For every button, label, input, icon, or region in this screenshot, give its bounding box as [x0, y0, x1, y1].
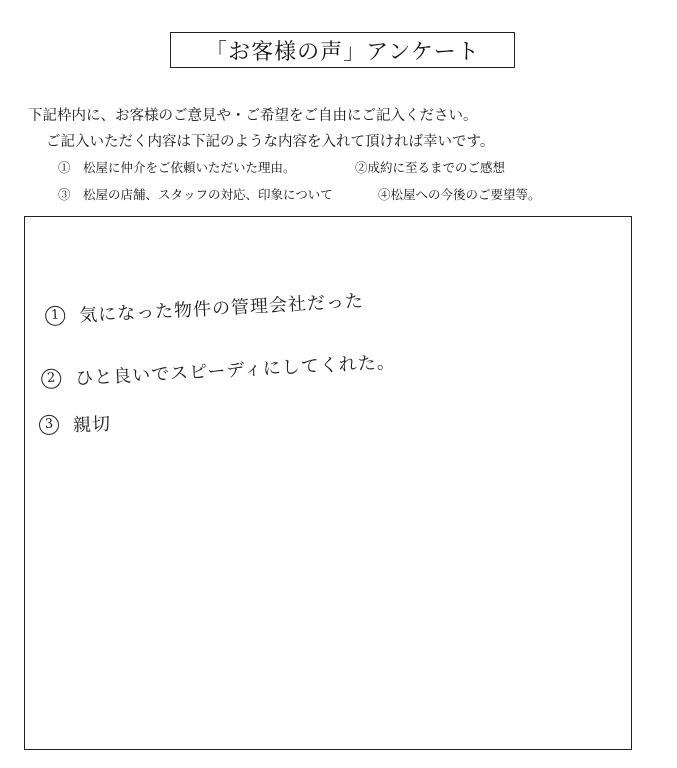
answer-number-2: 2 — [41, 368, 62, 389]
prompt-item-1: ① 松屋に仲介をご依頼いただいた理由。 — [58, 160, 296, 175]
answer-number-1: 1 — [45, 305, 66, 326]
handwritten-answer-2 — [41, 348, 397, 393]
handwritten-answer-3 — [39, 410, 112, 438]
answer-box — [24, 216, 632, 750]
intro-line-1: 下記枠内に、お客様のご意見や・ご希望をご自由にご記入ください。 — [28, 108, 478, 124]
answer-text-2: ひと良いでスピーディにしてくれた。 — [74, 351, 397, 390]
handwritten-answer-1 — [45, 287, 365, 330]
prompt-item-3: ③ 松屋の店舗、スタッフの対応、印象について — [58, 187, 333, 202]
prompt-item-4: ④松屋への今後のご要望等。 — [378, 187, 541, 202]
intro-line-2: ご記入いただく内容は下記のような内容を入れて頂ければ幸いです。 — [46, 134, 495, 150]
survey-title: 「お客様の声」アンケート — [170, 32, 515, 68]
prompt-item-2: ②成約に至るまでのご感想 — [355, 160, 506, 175]
answer-number-3: 3 — [39, 415, 60, 436]
answer-text-3: 親切 — [72, 413, 112, 437]
answer-text-1: 気になった物件の管理会社だった — [78, 290, 365, 327]
